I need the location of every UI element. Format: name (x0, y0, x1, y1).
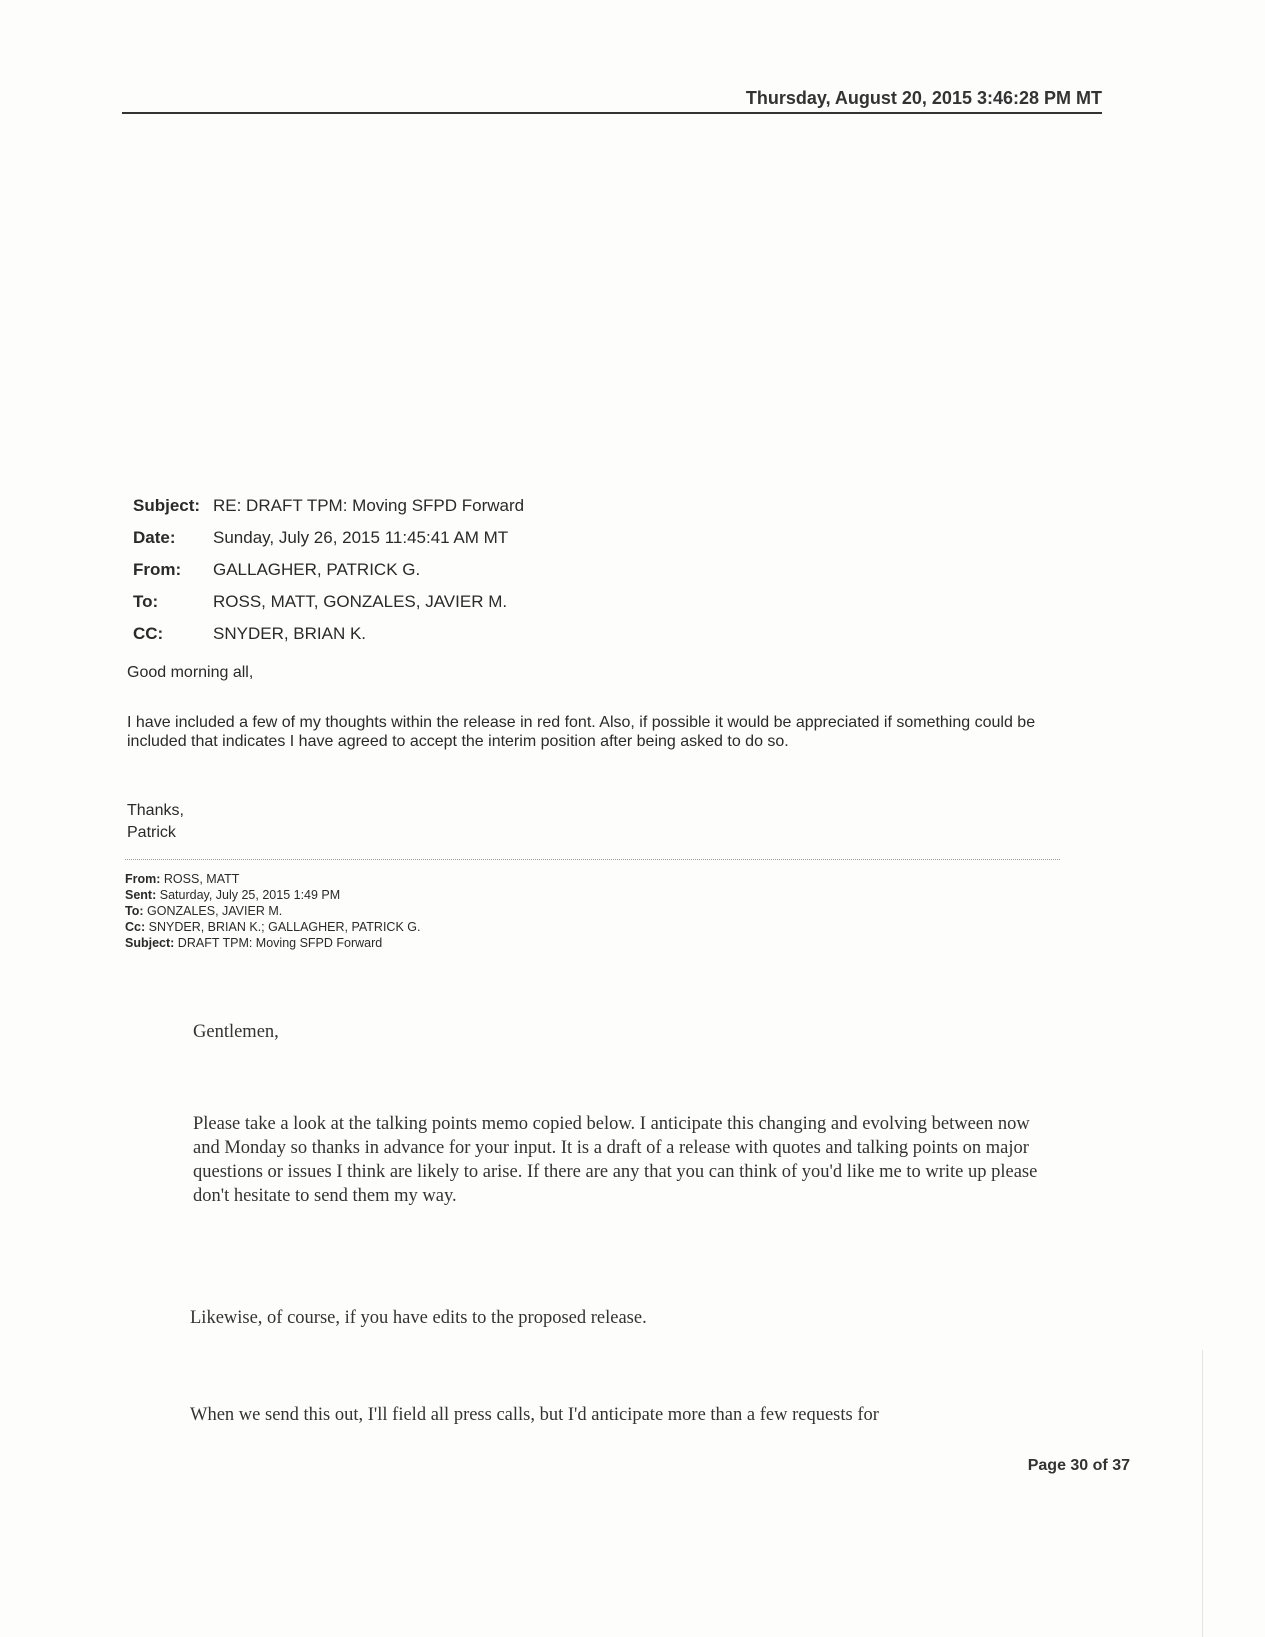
field-label: To: (133, 592, 159, 611)
fwd-subject (125, 935, 420, 951)
fwd-sent (125, 887, 420, 903)
fwd-paragraph: Please take a look at the talking points memo copied below. I anticipate this changing and evolving between now and Monday so thanks in advance for your input. It is a draft of a release with quotes and talking points on major questions or issues I think are likely to arise. If there are any that you can think of you'd like me to write up please don't hesitate to send them my way. (193, 1114, 1038, 1206)
scan-edge (1202, 1350, 1203, 1637)
field-label: From: (133, 560, 182, 579)
field-value: RE: DRAFT TPM: Moving SFPD Forward (213, 496, 525, 515)
signature: Patrick (127, 824, 176, 841)
field-label: Sent: (125, 888, 157, 902)
email-greeting: Good morning all, (127, 664, 254, 681)
fwd-greeting: Gentlemen, (193, 1022, 279, 1042)
email-body: I have included a few of my thoughts within the release in red font. Also, if possible it would be appreciated if something could be included that indicates I have agreed to accept the interim position after being asked to do so. (127, 714, 1036, 750)
field-date (133, 528, 524, 560)
field-value: Sunday, July 26, 2015 11:45:41 AM MT (213, 528, 509, 547)
field-subject (133, 496, 524, 528)
field-to (133, 592, 524, 624)
fwd-to (125, 903, 420, 919)
field-label: Cc: (125, 920, 146, 934)
header-divider (122, 112, 1102, 114)
fwd-from (125, 871, 420, 887)
quote-divider (125, 859, 1060, 860)
printed-date: Thursday, August 20, 2015 3:46:28 PM MT (745, 88, 1102, 108)
field-value: Saturday, July 25, 2015 1:49 PM (159, 888, 341, 902)
field-value: SNYDER, BRIAN K.; GALLAGHER, PATRICK G. (148, 920, 421, 934)
field-label: To: (125, 904, 144, 918)
fwd-paragraph: When we send this out, I'll field all press calls, but I'd anticipate more than a few requests for (190, 1405, 879, 1425)
field-label: CC: (133, 624, 164, 643)
forwarded-header (125, 871, 420, 951)
email-header (133, 496, 524, 656)
field-value: ROSS, MATT, GONZALES, JAVIER M. (213, 592, 508, 611)
field-label: Subject: (133, 496, 201, 515)
closing: Thanks, (127, 802, 184, 819)
field-value: DRAFT TPM: Moving SFPD Forward (177, 936, 383, 950)
field-value: GALLAGHER, PATRICK G. (213, 560, 421, 579)
page-number: Page 30 of 37 (1027, 1457, 1130, 1474)
field-label: Subject: (125, 936, 175, 950)
field-value: SNYDER, BRIAN K. (213, 624, 367, 643)
fwd-cc (125, 919, 420, 935)
field-from (133, 560, 524, 592)
field-cc (133, 624, 524, 656)
field-value: GONZALES, JAVIER M. (147, 904, 283, 918)
field-value: ROSS, MATT (163, 872, 240, 886)
email-signoff (127, 800, 184, 844)
field-label: Date: (133, 528, 176, 547)
field-label: From: (125, 872, 161, 886)
fwd-paragraph: Likewise, of course, if you have edits to the proposed release. (190, 1308, 647, 1328)
